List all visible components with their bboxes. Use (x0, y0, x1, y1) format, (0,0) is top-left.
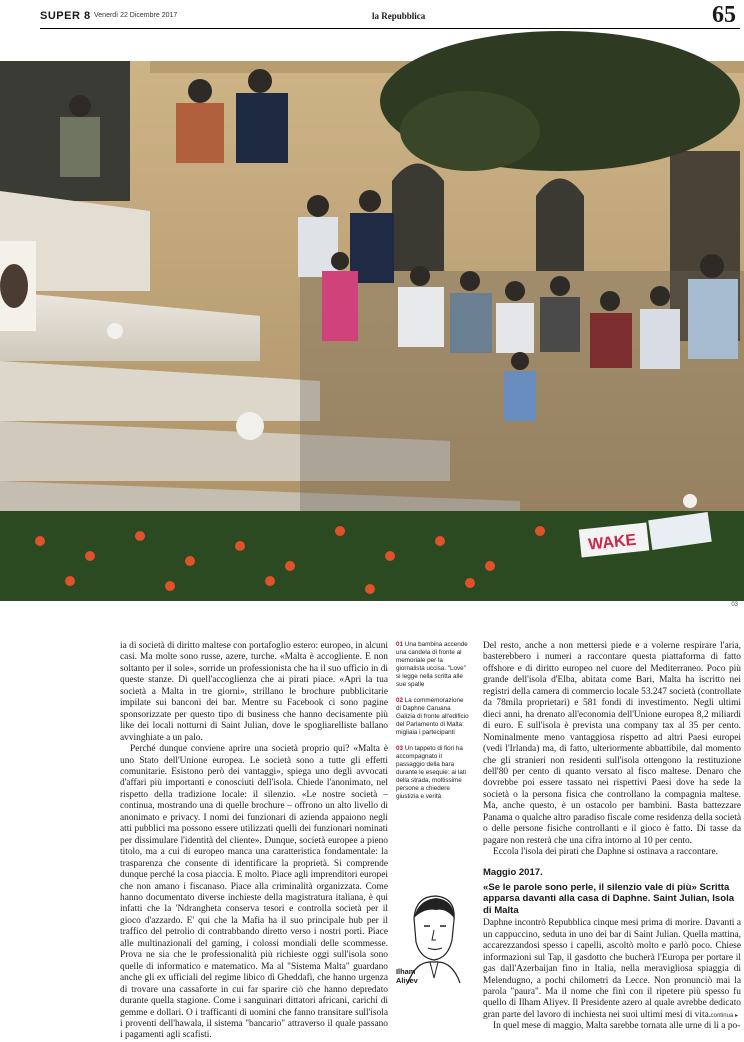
photo-captions (396, 641, 470, 809)
main-photo (0, 61, 744, 601)
section-date: Maggio 2017. (483, 866, 543, 878)
article-column-left (120, 641, 388, 1042)
photo-illustration (0, 61, 744, 601)
caption-number: 03 (396, 745, 404, 752)
portrait-name: Ilham Aliyev (396, 967, 418, 985)
paragraph: Eccola l'isola dei pirati che Daphne si ostinava a raccontare. (493, 847, 719, 858)
caption-number: 02 (396, 697, 404, 704)
paragraph: ia di società di diritto maltese con portafoglio estero: europeo, in alcuni casi. Ma molte sono russe, azere, turche. «Malta è accogliente. E non soltanto per il sole», sorride un professionista che ha il suo ufficio in di queste stanze. Di quell'accoglienza che ai pirati piace. «Apri la tua società a Malta in tre giorni», strillano le brochure pubblicitarie impilate sui banconi dei bar. Mentre su Facebook ci sono pagine sponsorizzate per questo tipo di business che hanno decisamente più like dei locali notturni di Saint Julian, dove le spogliarelliste ballano avvinghiate a un palo. (120, 641, 388, 743)
paragraph: Perché dunque conviene aprire una società proprio qui? «Malta è uno Stato dell'Unione europea. Le società sono a tutte gli effetti comunitarie. Esistono però dei vantaggi», spiega uno degli avvocati d'affari più importanti e conosciuti dell'isola. Chiede l'anonimato, nel rispetto della tradizione locale: il silenzio. «Le nostre società – continua, mostrando una di quelle brochure – offrono un alto livello di anonimato e privacy. I nomi dei funzionari di azienda appaiono negli atti pubblici ma possono essere utilizzati quelli dei funzionari nominati per dissimulare l'identità del cliente». Dunque, società europee a pieno titolo, ma a cui di europeo manca una caratteristica fondamentale: la trasparenza che consente di identificare la proprietà. Si comprende dunque perché la cosa piaccia. E molto. Piace agli imprenditori europei che non amano i fiscanaso. Piace alla criminalità organizzata. Come hanno documentato diverse inchieste della magistratura italiana, è qui infatti che la 'Ndrangheta conserva tesori e controlla società per il gioco d'azzardo. E' qui che la Mafia ha il suo principale hub per il traffico del petrolio di contrabbando diretto verso i nostri porti. Piace alle multinazionali del gaming, i colossi mondiali delle scommesse. Prova ne sia che le professionalità più richieste oggi sull'isola sono quelle di informatico e matematico. Ma al "Sistema Malta" guardano anche gli ex ufficiali del regime libico di Gheddafi, che hanno urgenza di trovare una cassaforte in cui far sparire ciò che hanno depredato durante quella stagione. Come i sanguinari dittatori africani, carichi di gemme e dollari. O i trafficanti di uomini che fanno transitare sull'isola i proventi dell'hawala, il sistema "bancario" attraverso il quale passano i pagamenti agli scafisti. (120, 744, 388, 1041)
paragraph: In quel mese di maggio, Malta sarebbe tornata alle urne di lì a po- (493, 1021, 741, 1032)
paragraph: Del resto, anche a non mettersi piede e a volerne respirare l'aria, basterebbero i numeri a raccontare questa piattaforma di fatto offshore e di diritto europeo nel cuore del Mediterraneo. Poco più grande dell'isola d'Elba, abitata come Bari, Malta ha iscritto nei registri della camera di commercio locale 53.247 società (controllate da 78mila proprietari) e 581 fondi di investimento. Negli ultimi dieci anni, ha drenato all'economia dell'Unione europea 8,2 miliardi di euro. E sull'isola è prevista una company tax al 35 per cento. Nominalmente meno vantaggiosa rispetto ad altri Paesi europei (vedi l'Irlanda) ma, di fatto, ulteriormente abbattibile, dal momento che gli stranieri non residenti sull'isola ottengono la restituzione dell'80 per cento di quanto versato al fisco maltese. Denaro che dovrebbe poi essere tassato nei rispettivi Paesi dove ha sede la società o la persona fisica che controllano la compagnia maltese. Ma, anche questo, è un ostacolo per bambini. Basta battezzare Panama o qualche altro paradiso fiscale come residenza della società o delle persone fisiche controllanti e il gioco è fatto. Di tasse da pagare non resterà che una cifra intorno al 10 per cento. (483, 641, 741, 846)
caption-1 (396, 641, 470, 689)
article-column-right (483, 641, 741, 1033)
caption-2 (396, 697, 470, 737)
wake-sign-text: WAKE (587, 531, 638, 554)
newspaper-name: la Repubblica (372, 11, 426, 21)
caption-3 (396, 745, 470, 801)
issue-date: Venerdì 22 Dicembre 2017 (94, 12, 178, 19)
header-rule (40, 28, 740, 29)
caption-text: La commemorazione di Daphne Caruana Galizia di fronte all'edificio del Parlamento di Malta: migliaia i partecipanti (396, 697, 469, 736)
caption-number: 01 (396, 641, 404, 648)
page-header (40, 2, 740, 28)
section-name: SUPER 8 (40, 10, 91, 22)
continua-link[interactable]: continua ▸ (710, 1013, 738, 1019)
photo-credit: 03 (731, 602, 738, 608)
pull-quote: «Se le parole sono perle, il silenzio vale di più» Scritta apparsa davanti alla casa di Daphne. Saint Julian, Isola di Malta (483, 882, 735, 916)
page-number: 65 (712, 2, 736, 28)
paragraph: Daphne incontrò Repubblica cinque mesi prima di morire. Davanti a un cappuccino, seduta in uno dei bar di Saint Julian. Quella mattina, accarezzandosi spesso i capelli, ascoltò molto e parlò poco. Chiese informazioni sul Tap, il gasdotto che bucherà l'Europa per portare il gas dall'Azerbaijan fino in Italia, nella meravigliosa spiaggia di Melendugno, a pochi chilometri da Lecce. Non pronunciò mai la parola "paura". Ma il nome che finì con il ripetere più spesso fu quello di Ilham Aliyev. Il Presidente azero al quale avrebbe dedicato gran parte del lavoro di inchiesta nei suoi ultimi mesi di vita. (483, 918, 741, 1020)
caption-text: Un tappeto di fiori ha accompagnato il passaggio della bara durante le esequie: ai lati della strada, moltissime persone a chiedere giustizia e verità (396, 745, 467, 800)
caption-text: Una bambina accende una candela di fronte al memoriale per la giornalista uccisa. "Love" si legge nella scritta alle sue spalle (396, 641, 468, 688)
